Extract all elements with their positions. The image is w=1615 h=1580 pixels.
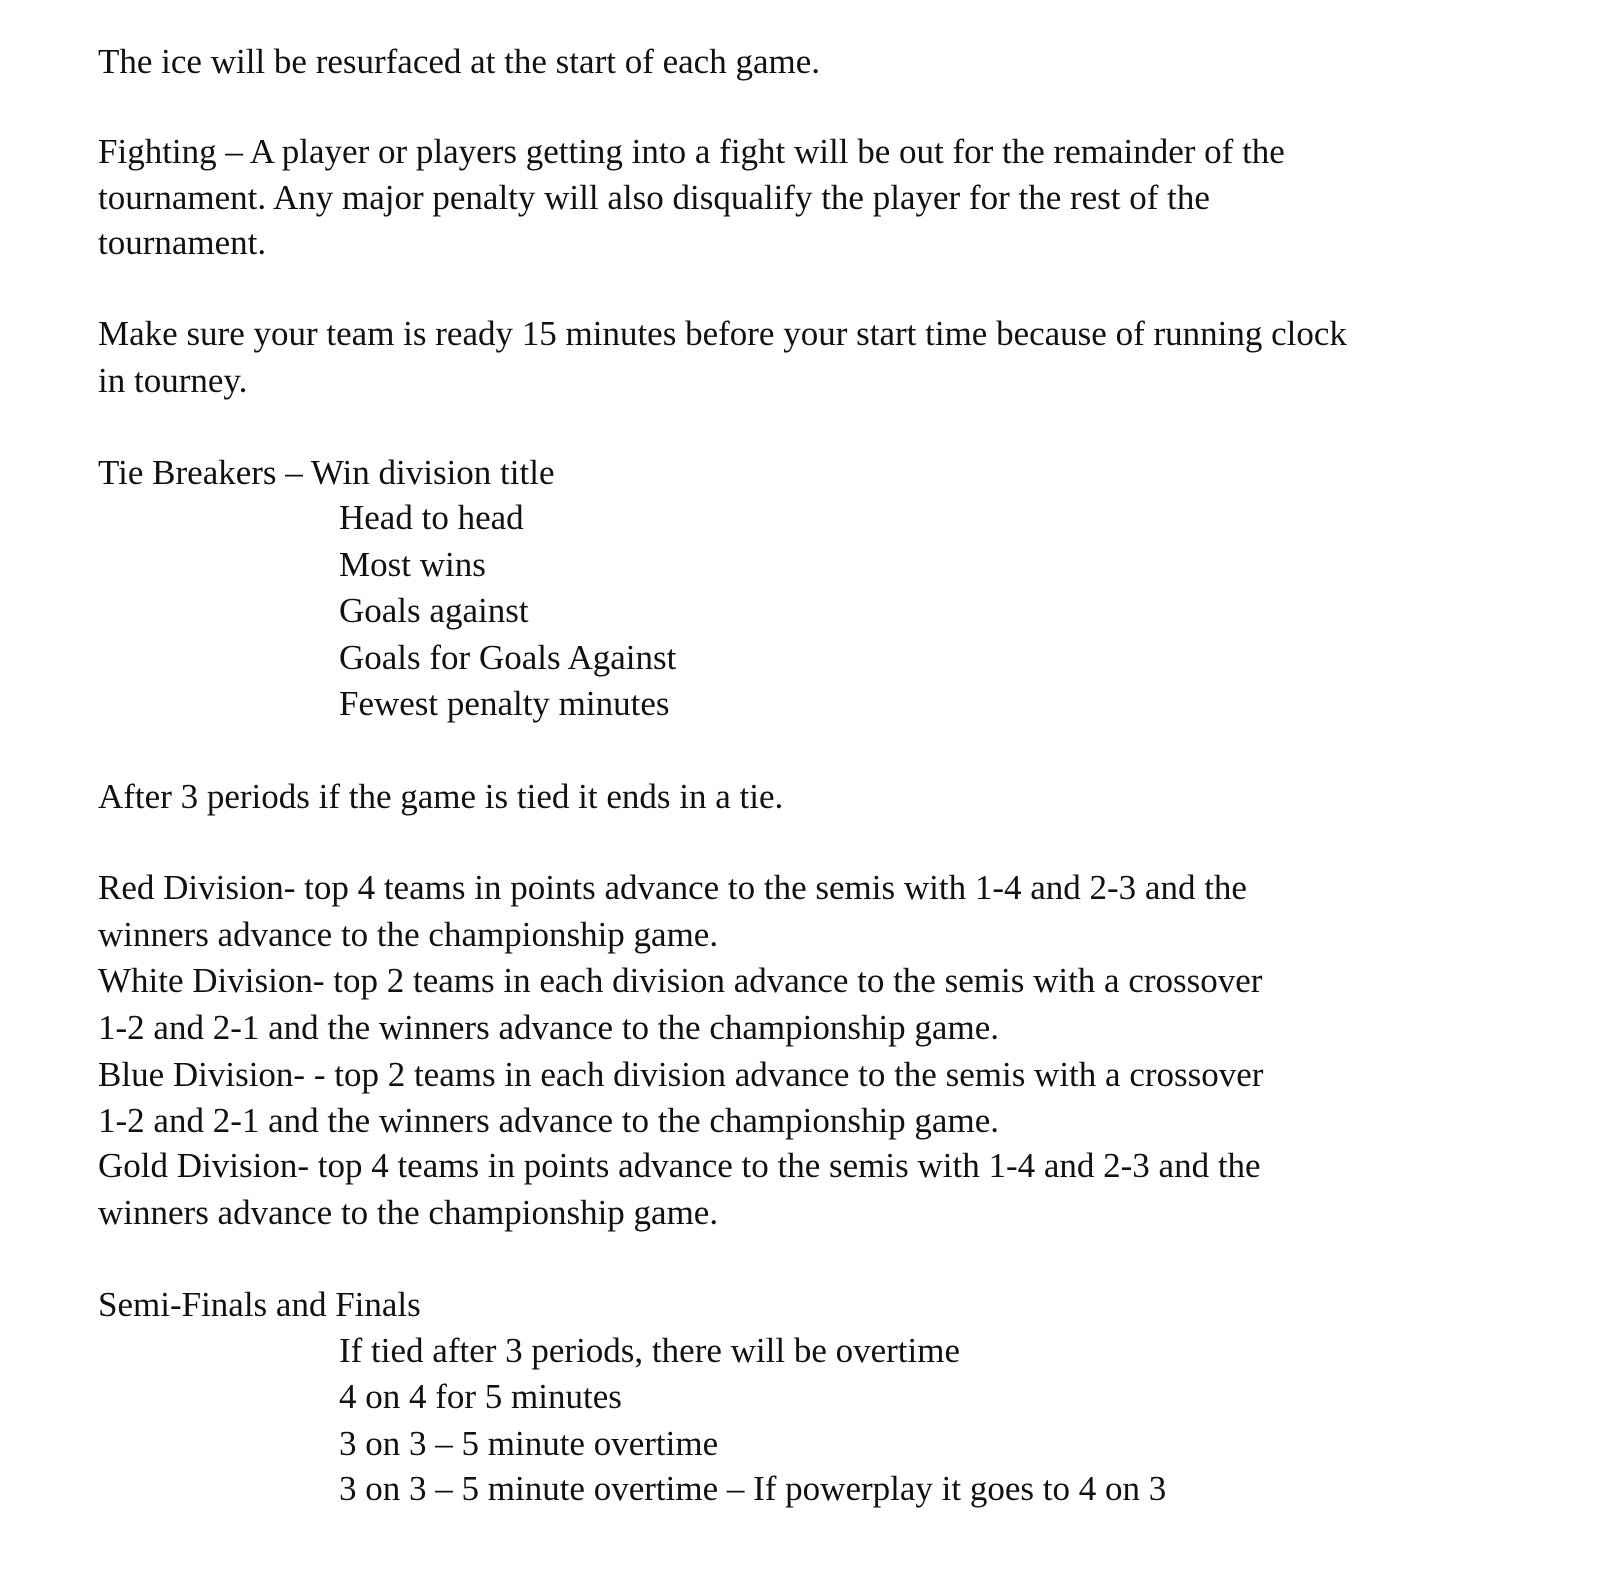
ice-rule: The ice will be resurfaced at the start of each game. (98, 42, 820, 81)
division-rule-line: White Division- top 2 teams in each division advance to the semis with a crossover (98, 961, 1263, 1000)
division-rule-line: 1-2 and 2-1 and the winners advance to the championship game. (98, 1101, 999, 1140)
semis-item: If tied after 3 periods, there will be overtime (339, 1331, 961, 1370)
division-rule-line: winners advance to the championship game. (98, 915, 719, 954)
semis-item: 3 on 3 – 5 minute overtime (339, 1424, 719, 1463)
semis-item: 4 on 4 for 5 minutes (339, 1377, 622, 1416)
division-rule-line: winners advance to the championship game. (98, 1193, 719, 1232)
fighting-rule-line: Fighting – A player or players getting into a fight will be out for the remainder of the (98, 132, 1285, 171)
fighting-rule-line: tournament. (98, 223, 267, 262)
ready-rule-line: Make sure your team is ready 15 minutes before your start time because of running clock (98, 314, 1347, 353)
division-rule-line: Red Division- top 4 teams in points advance to the semis with 1-4 and 2-3 and the (98, 868, 1247, 907)
tie-breaker-item: Goals for Goals Against (339, 638, 677, 677)
ready-rule-line: in tourney. (98, 361, 248, 400)
tie-breaker-item: Head to head (339, 498, 524, 537)
division-rule-line: 1-2 and 2-1 and the winners advance to the championship game. (98, 1008, 999, 1047)
fighting-rule-line: tournament. Any major penalty will also disqualify the player for the rest of the (98, 178, 1210, 217)
tie-rule: After 3 periods if the game is tied it ends in a tie. (98, 777, 784, 816)
semis-heading: Semi-Finals and Finals (98, 1285, 421, 1324)
tie-breakers-heading: Tie Breakers – Win division title (98, 453, 555, 492)
tie-breaker-item: Goals against (339, 591, 529, 630)
tie-breaker-item: Fewest penalty minutes (339, 684, 670, 723)
tie-breaker-item: Most wins (339, 545, 486, 584)
division-rule-line: Gold Division- top 4 teams in points advance to the semis with 1-4 and 2-3 and the (98, 1146, 1261, 1185)
semis-item: 3 on 3 – 5 minute overtime – If powerplay it goes to 4 on 3 (339, 1469, 1167, 1508)
division-rule-line: Blue Division- - top 2 teams in each division advance to the semis with a crossover (98, 1055, 1264, 1094)
